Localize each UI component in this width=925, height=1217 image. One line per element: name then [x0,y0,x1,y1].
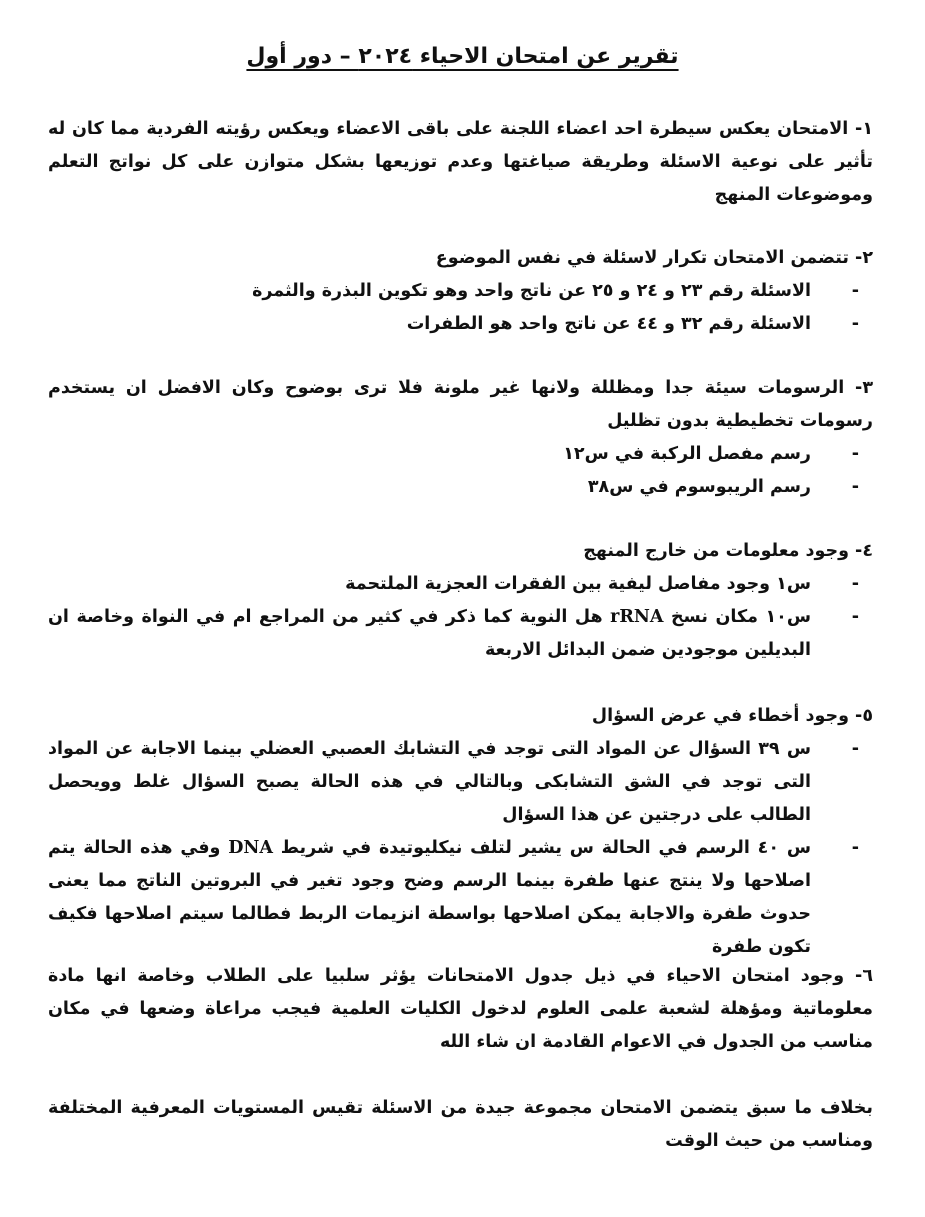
point-4-heading: ٤- وجود معلومات من خارج المنهج [583,541,873,561]
point-2-heading: ٢- تتضمن الامتحان تكرار لاسئلة في نفس الموضوع [435,248,873,268]
report-title: تقرير عن امتحان الاحياء ٢٠٢٤ – دور أول [246,44,679,69]
point-3-heading: ٣- الرسومات سيئة جدا ومظللة ولانها غير ملونة فلا ترى بوضوح وكان الافضل ان يستخدم رسومات تخطيطية بدون تظليل [48,378,873,431]
point-5-list [48,733,873,964]
list-item: - رسم الريبوسوم في س٣٨ [48,471,873,504]
list-item: - الاسئلة رقم ٣٢ و ٤٤ عن ناتج واحد هو الطفرات [48,308,873,341]
dna-term: DNA [228,838,273,858]
point-4-list [48,568,873,667]
point-3 [48,372,873,504]
point-4 [48,535,873,667]
point-1 [48,113,873,212]
list-item: - س ٤٠ الرسم في الحالة س يشير لتلف نيكليوتيدة في شريط DNA وفي هذه الحالة يتم اصلاحها ولا ينتج عنها طفرة بينما الرسم وضح وجود تغير في البروتين الناتج مما يعنى حدوث طفرة والاجابة يمكن اصلاحها بواسطة انزيمات الربط فطالما سيتم اصلاحها فكيف تكون طفرة [48,832,873,964]
closing-paragraph [48,1092,873,1158]
point-2 [48,242,873,341]
point-1-text: ١- الامتحان يعكس سيطرة احد اعضاء اللجنة على باقى الاعضاء ويعكس رؤيته الفردية مما كان له تأثير على نوعية الاسئلة وطريقة صياغتها وعدم توزيعها بشكل متوازن على كل نواتج التعلم وموضوعات المنهج [48,119,873,205]
list-item: - رسم مفصل الركبة في س١٢ [48,438,873,471]
list-item: - س ٣٩ السؤال عن المواد التى توجد في التشابك العصبي العضلي بينما الاجابة عن المواد التى توجد في الشق التشابكى وبالتالي في هذه الحالة يصبح السؤال غلط وويحصل الطالب على درجتين عن هذا السؤال [48,733,873,832]
closing-text: بخلاف ما سبق يتضمن الامتحان مجموعة جيدة من الاسئلة تقيس المستويات المعرفية المختلفة ومناسب من حيث الوقت [48,1098,873,1151]
list-item: - الاسئلة رقم ٢٣ و ٢٤ و ٢٥ عن ناتج واحد وهو تكوين البذرة والثمرة [48,275,873,308]
point-6-text: ٦- وجود امتحان الاحياء في ذيل جدول الامتحانات يؤثر سلبيا على الطلاب وخاصة انها مادة معلوماتية ومؤهلة لشعبة علمى العلوم لدخول الكليات العلمية فيجب مراعاة وضعها في مكان مناسب من الجدول في الاعوام القادمة ان شاء الله [48,966,873,1052]
rrna-term: rRNA [610,607,664,627]
point-2-list [48,275,873,341]
point-5 [48,700,873,964]
list-item: - س١٠ مكان نسخ rRNA هل النوية كما ذكر في كثير من المراجع ام في النواة وخاصة ان البديلين موجودين ضمن البدائل الاربعة [48,601,873,667]
point-5-heading: ٥- وجود أخطاء في عرض السؤال [591,706,873,726]
point-3-list [48,438,873,504]
point-6 [48,960,873,1059]
list-item: - س١ وجود مفاصل ليفية بين الفقرات العجزية الملتحمة [48,568,873,601]
